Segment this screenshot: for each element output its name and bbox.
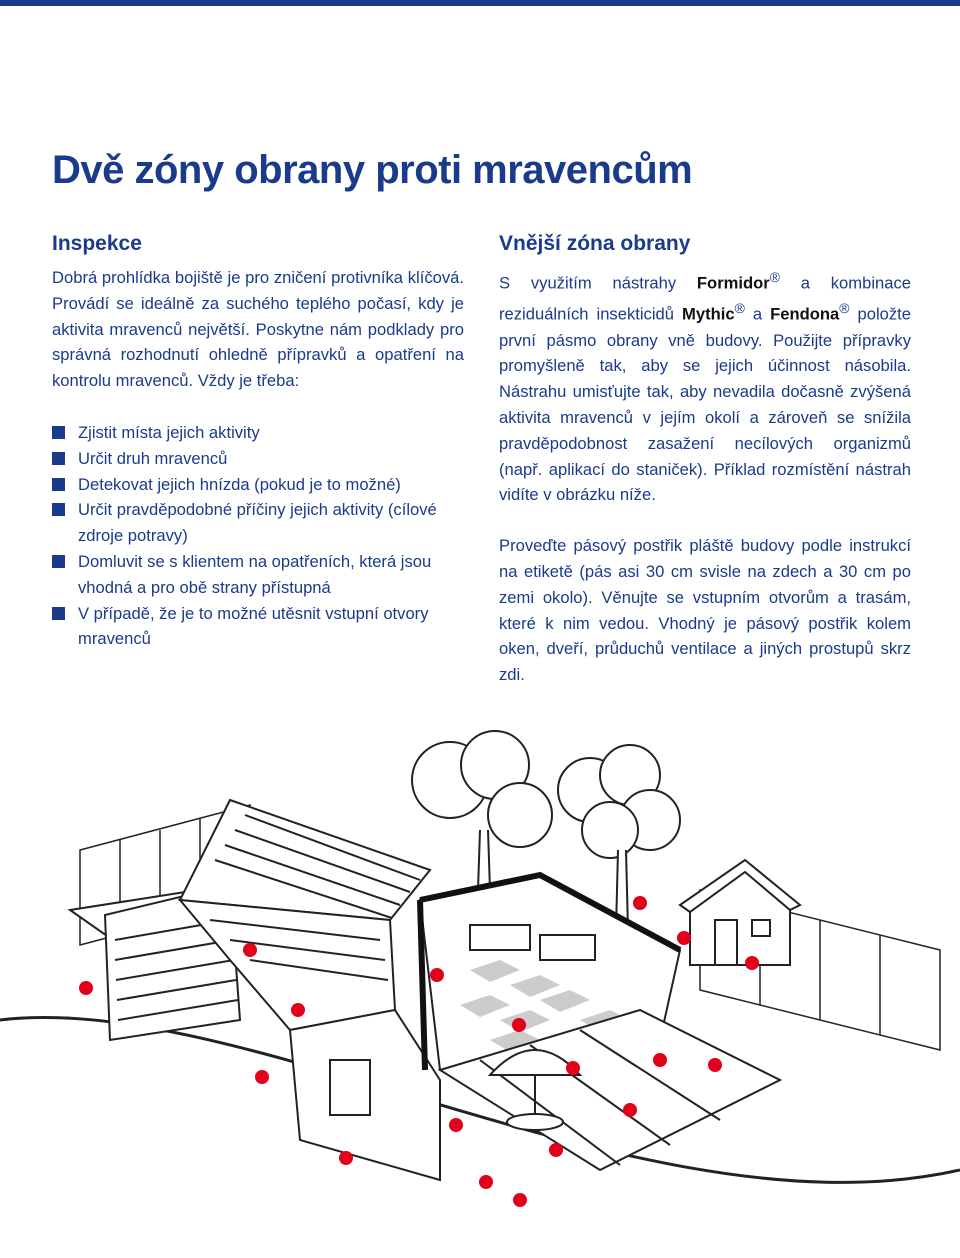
bait-station-marker-icon — [449, 1118, 463, 1132]
bait-station-marker-icon — [291, 1003, 305, 1017]
square-bullet-icon — [52, 426, 65, 439]
product-mythic: Mythic — [682, 304, 735, 324]
product-fendona: Fendona — [770, 304, 840, 324]
registered-mark: ® — [839, 300, 850, 317]
inspection-intro: Dobrá prohlídka bojiště je pro zničení protivníka klíčová. Provádí se ideálně za suchého teplého počasí, kdy je aktivita mravenců největší. Poskytne nám podklady pro správná rozhodnutí ohledně přípravků a opatření na kontrolu mravenců. Vždy je třeba: — [52, 268, 464, 391]
bait-station-marker-icon — [79, 981, 93, 995]
checklist-item: V případě, že je to možné utěsnit vstupní otvory mravenců — [52, 601, 464, 653]
square-bullet-icon — [52, 503, 65, 516]
bait-station-marker-icon — [677, 931, 691, 945]
bait-station-marker-icon — [623, 1103, 637, 1117]
inspection-column — [52, 232, 464, 652]
bait-station-marker-icon — [708, 1058, 722, 1072]
checklist-item: Určit druh mravenců — [52, 446, 464, 472]
outer-zone-column — [499, 232, 911, 688]
inspection-checklist — [52, 420, 464, 652]
square-bullet-icon — [52, 607, 65, 620]
product-formidor: Formidor — [696, 273, 770, 293]
bait-station-marker-icon — [512, 1018, 526, 1032]
bait-station-marker-icon — [255, 1070, 269, 1084]
outer-zone-heading: Vnější zóna obrany — [499, 232, 691, 255]
square-bullet-icon — [52, 478, 65, 491]
bait-station-marker-icon — [549, 1143, 563, 1157]
page-title: Dvě zóny obrany proti mravencům — [52, 148, 693, 192]
shed-icon — [680, 860, 800, 965]
bait-station-marker-icon — [513, 1193, 527, 1207]
bait-station-marker-icon — [339, 1151, 353, 1165]
outer-zone-paragraph-1: S využitím nástrahy Formidor® a kombinace reziduálních insekticidů Mythic® a Fendona® položte první pásmo obrany vně budovy. Použijte přípravky promyšleně tak, aby se jejich účinnost násobila. Nástrahu umisťujte tak, aby nevadila dočasně zvýšená aktivita mravenců v jejím okolí a zároveň se snížila pravděpodobnost zasažení necílových organizmů (např. aplikací do staniček). Příklad rozmístění nástrah vidíte v obrázku níže. — [499, 269, 911, 505]
square-bullet-icon — [52, 555, 65, 568]
outer-zone-paragraph-2: Proveďte pásový postřik pláště budovy podle instrukcí na etiketě (pás asi 30 cm svisle na zdech a 30 cm po zemi okolo). Věnujte se vstupním otvorům a trasám, které k nim vedou. Vhodný je pásový postřik kolem oken, dveří, průduchů ventilace a jiných prostupů skrz zdi. — [499, 536, 911, 685]
checklist-item: Zjistit místa jejich aktivity — [52, 420, 464, 446]
registered-mark: ® — [769, 269, 780, 285]
bait-station-marker-icon — [633, 896, 647, 910]
checklist-item: Domluvit se s klientem na opatřeních, která jsou vhodná a pro obě strany přístupná — [52, 549, 464, 601]
inspection-heading: Inspekce — [52, 232, 142, 255]
bait-station-marker-icon — [479, 1175, 493, 1189]
bait-station-marker-icon — [653, 1053, 667, 1067]
tree-icon — [412, 731, 552, 890]
checklist-item: Určit pravděpodobné příčiny jejich aktivity (cílové zdroje potravy) — [52, 497, 464, 549]
registered-mark: ® — [734, 300, 745, 317]
bait-station-marker-icon — [745, 956, 759, 970]
bait-station-marker-icon — [430, 968, 444, 982]
bait-station-marker-icon — [566, 1061, 580, 1075]
checklist-item: Detekovat jejich hnízda (pokud je to možné) — [52, 472, 464, 498]
house-illustration — [0, 720, 960, 1258]
square-bullet-icon — [52, 452, 65, 465]
bait-station-marker-icon — [243, 943, 257, 957]
top-brand-bar — [0, 0, 960, 6]
